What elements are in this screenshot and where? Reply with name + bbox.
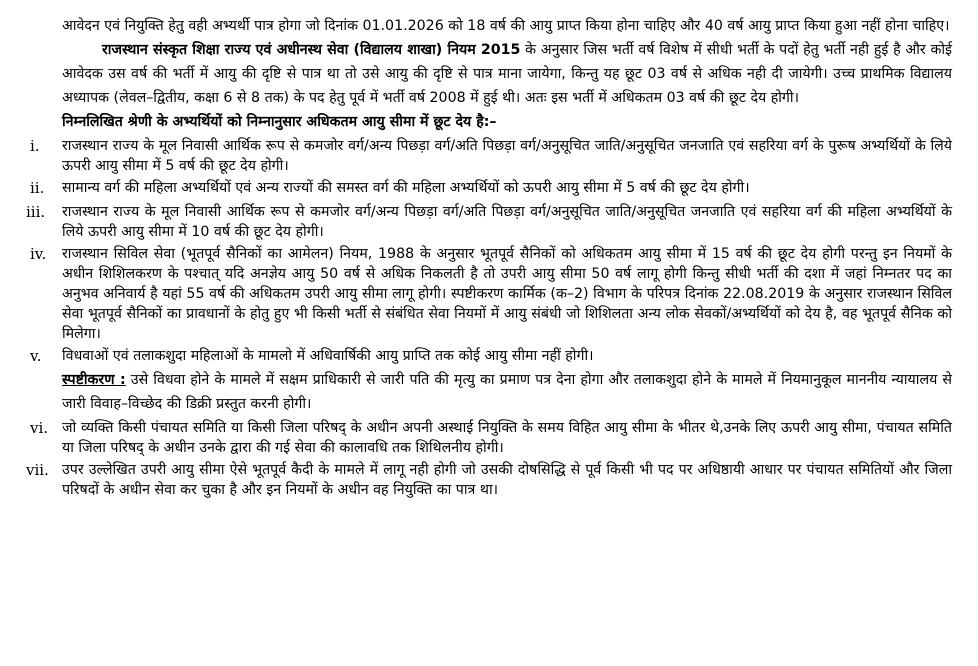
list-item-text: राजस्थान राज्य के मूल निवासी आर्थिक रूप से कमजोर वर्ग/अन्य पिछड़ा वर्ग/अति पिछड़ा वर्ग/अनुसूचित जाति/अनुसूचित जनजाति एवं सहरिया वर्ग के पुरूष अभ्यर्थियों के लिये ऊपरी आयु सीमा में 5 वर्ष की छूट देय होगी। xyxy=(62,138,952,174)
list-item-text: जो व्यक्ति किसी पंचायत समिति या किसी जिला परिषद् के अधीन अपनी अस्थाई नियुक्ति के समय विहित आयु सीमा के भीतर थे,उनके लिए ऊपरी आयु सीमा, पंचायत समिति या जिला परिषद् के अधीन उनके द्वारा की गई सेवा की कालावधि तक शिथिलनीय होगी। xyxy=(62,420,952,456)
list-item-number: vi. xyxy=(30,419,49,437)
list-item-text: राजस्थान राज्य के मूल निवासी आर्थिक रूप से कमजोर वर्ग/अन्य पिछड़ा वर्ग/अति पिछड़ा वर्ग/अनुसूचित जाति/अनुसूचित जनजाति एवं सहरिया वर्ग की महिला अभ्यर्थियों के लिये ऊपरी आयु सीमा में 10 वर्ष की छूट देय होगी। xyxy=(62,204,952,240)
list-item xyxy=(22,458,952,500)
list-item-number: iii. xyxy=(26,203,46,221)
intro-paragraph: आवेदन एवं नियुक्ति हेतु वही अभ्यर्थी पात्र होगा जो दिनांक 01.01.2026 को 18 वर्ष की आयु प्राप्त किया होना चाहिए और 40 वर्ष आयु प्राप्त किया हुआ नहीं होना चाहिए। xyxy=(62,18,950,34)
list-item-number: ii. xyxy=(30,179,45,197)
clarification-label: स्पष्टीकरण : xyxy=(62,372,126,388)
list-item-number: vii. xyxy=(26,461,49,479)
section-heading-text: निम्नलिखित श्रेणी के अभ्यर्थियों को निम्नानुसार अधिकतम आयु सीमा में छूट देय है:– xyxy=(62,114,497,130)
clarification-text: उसे विधवा होने के मामले में सक्षम प्राधिकारी से जारी पति की मृत्यु का प्रमाण पत्र देना होगा और तलाकशुदा होने के मामले में नियमानुकूल माननीय न्यायालय से जारी विवाह–विच्छेद की डिक्री प्रस्तुत करनी होगी। xyxy=(62,372,952,412)
list-item xyxy=(22,242,952,344)
rule-paragraph xyxy=(22,38,952,110)
list-item-text: विधवाओं एवं तलाकशुदा महिलाओं के मामलो में अधिवार्षिकी आयु प्राप्ति तक कोई आयु सीमा नहीं होगी। xyxy=(62,348,594,364)
relaxation-list xyxy=(22,134,952,368)
list-item-text: राजस्थान सिविल सेवा (भूतपूर्व सैनिकों का आमेलन) नियम, 1988 के अनुसार भूतपूर्व सैनिकों को अधिकतम आयु सीमा में 15 वर्ष की छूट देय होगी परन्तु इन नियमों के अधीन शिशिलकरण के पश्चात् यदि अनज्ञेय आयु 50 वर्ष से अधिक निकलती है तो उपरी आयु सीमा 50 वर्ष लागू होगी किन्तु सीधी भर्ती की दशा में जहां निम्नतर पद का अनुभव अनिवार्य है यहां 55 वर्ष की अधिकतम उपरी आयु सीमा लागू होगी। स्पष्टीकरण कार्मिक (क–2) विभाग के परिपत्र दिनांक 22.08.2019 के अनुसार राजस्थान सिविल सेवा भूतपूर्व सैनिकों का प्रावधानों के होतु हुए भी किसी भर्ती से संबंधित सेवा नियमों में आयु संबंधी जो शिशिलता अन्य लोक सेवकों/अभ्यर्थियों को देय है, वह भूतपूर्व सैनिक को मिलेगा। xyxy=(62,246,952,342)
rule-text: के अनुसार जिस भर्ती वर्ष विशेष में सीधी भर्ती के पदों हेतु भर्ती नही हुई है और कोई आवेदक उस वर्ष की भर्ती में आयु की दृष्टि से पात्र था तो उसे आयु की दृष्टि से पात्र माना जायेगा, किन्तु यह छूट 03 वर्ष से अधिक नही दी जायेगी। उच्च प्राथमिक विद्यालय अध्यापक (लेवल–द्वितीय, कक्षा 6 से 8 तक) के पद हेतु पूर्व में भर्ती वर्ष 2008 में हुई थी। अतः इस भर्ती में अधिकतम 03 वर्ष की छूट देय होगी। xyxy=(62,42,952,106)
list-item-number: iv. xyxy=(30,245,47,263)
list-item xyxy=(22,200,952,242)
clarification-note xyxy=(22,368,952,416)
list-item-number: v. xyxy=(30,347,42,365)
list-item xyxy=(22,134,952,176)
list-item xyxy=(22,344,952,368)
list-item-text: सामान्य वर्ग की महिला अभ्यर्थियों एवं अन्य राज्यों की समस्त वर्ग की महिला अभ्यर्थियों को ऊपरी आयु सीमा में 5 वर्ष की छूट देय होगी। xyxy=(62,180,750,196)
rule-name: राजस्थान संस्कृत शिक्षा राज्य एवं अधीनस्थ सेवा (विद्यालय शाखा) नियम 2015 xyxy=(102,42,521,58)
relaxation-list-continued xyxy=(22,416,952,500)
section-heading xyxy=(22,110,952,134)
list-item-number: i. xyxy=(30,137,40,155)
list-item xyxy=(22,416,952,458)
list-item xyxy=(22,176,952,200)
list-item-text: उपर उल्लेखित उपरी आयु सीमा ऐसे भूतपूर्व कैदी के मामले में लागू नही होगी जो उसकी दोषसिद्धि से पूर्व किसी भी पद पर अधिष्ठायी आधार पर पंचायत समितियों और जिला परिषदों के अधीन सेवा कर चुका है और इन नियमों के अधीन वह नियुक्ति का पात्र था। xyxy=(62,462,952,498)
